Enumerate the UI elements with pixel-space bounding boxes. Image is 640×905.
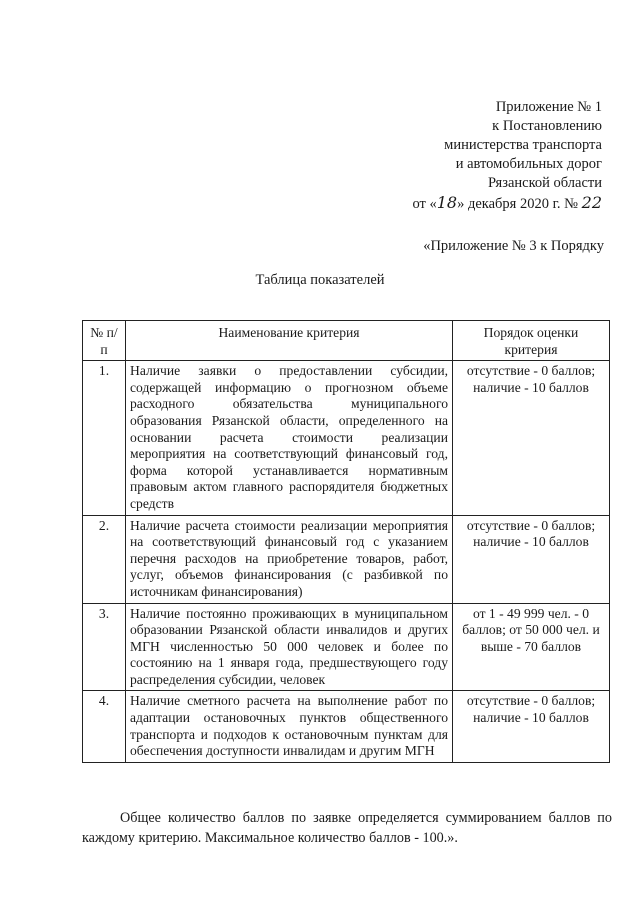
row-number: 4. <box>83 691 126 762</box>
column-header-scoring: Порядок оценки критерия <box>453 321 610 361</box>
scoring-text: от 1 - 49 999 чел. - 0 баллов; от 50 000 чел. и выше - 70 баллов <box>453 603 610 691</box>
scoring-text: отсутствие - 0 баллов; наличие - 10 баллов <box>453 515 610 603</box>
row-number: 1. <box>83 361 126 515</box>
handwritten-day: 18 <box>436 193 458 212</box>
criteria-table <box>82 320 610 763</box>
column-header-number: № п/п <box>83 321 126 361</box>
header-line: и автомобильных дорог <box>455 156 602 172</box>
row-number: 3. <box>83 603 126 691</box>
column-header-criterion: Наименование критерия <box>126 321 453 361</box>
appendix-reference: «Приложение № 3 к Порядку <box>423 238 604 254</box>
criterion-text: Наличие заявки о предоставлении субсидии, содержащей информацию о прогнозном объеме расходного обязательства муниципального образования Рязанской области, определенного на основании расчета стоимости реализации мероприятия на соответствующий финансовый год, форма которой устанавливается нормативным правовым актом главного распорядителя бюджетных средств <box>126 361 453 515</box>
scoring-text: отсутствие - 0 баллов; наличие - 10 баллов <box>453 691 610 762</box>
approval-header <box>412 98 602 214</box>
header-line: Приложение № 1 <box>495 99 602 115</box>
footer-paragraph: Общее количество баллов по заявке определяется суммированием баллов по каждому критерию. Максимальное количество баллов - 100.». <box>82 810 612 846</box>
header-line: к Постановлению <box>492 118 602 134</box>
header-line: Рязанской области <box>488 175 602 191</box>
row-number: 2. <box>83 515 126 603</box>
table-row <box>83 361 610 515</box>
header-line: министерства транспорта <box>444 137 602 153</box>
table-title: Таблица показателей <box>255 272 385 288</box>
table-header-row <box>83 321 610 361</box>
table-row <box>83 603 610 691</box>
date-suffix: » декабря 2020 г. № <box>457 196 582 212</box>
date-prefix: от « <box>412 196 437 212</box>
scoring-text: отсутствие - 0 баллов; наличие - 10 баллов <box>453 361 610 515</box>
handwritten-number: 22 <box>581 193 602 212</box>
criterion-text: Наличие расчета стоимости реализации мероприятия на соответствующий финансовый год с указанием перечня расходов на приобретение товаров, работ, услуг, объемов финансирования (с разбивкой по источникам финансирования) <box>126 515 453 603</box>
table-row <box>83 691 610 762</box>
criterion-text: Наличие сметного расчета на выполнение работ по адаптации остановочных пунктов общественного транспорта и подходов к остановочным пунктам для обеспечения доступности инвалидам и другим МГН <box>126 691 453 762</box>
criterion-text: Наличие постоянно проживающих в муниципальном образовании Рязанской области инвалидов и других МГН численностью 50 000 человек и более по состоянию на 1 января года, предшествующего году распределения субсидии, человек <box>126 603 453 691</box>
decree-date-line <box>412 193 602 214</box>
table-row <box>83 515 610 603</box>
